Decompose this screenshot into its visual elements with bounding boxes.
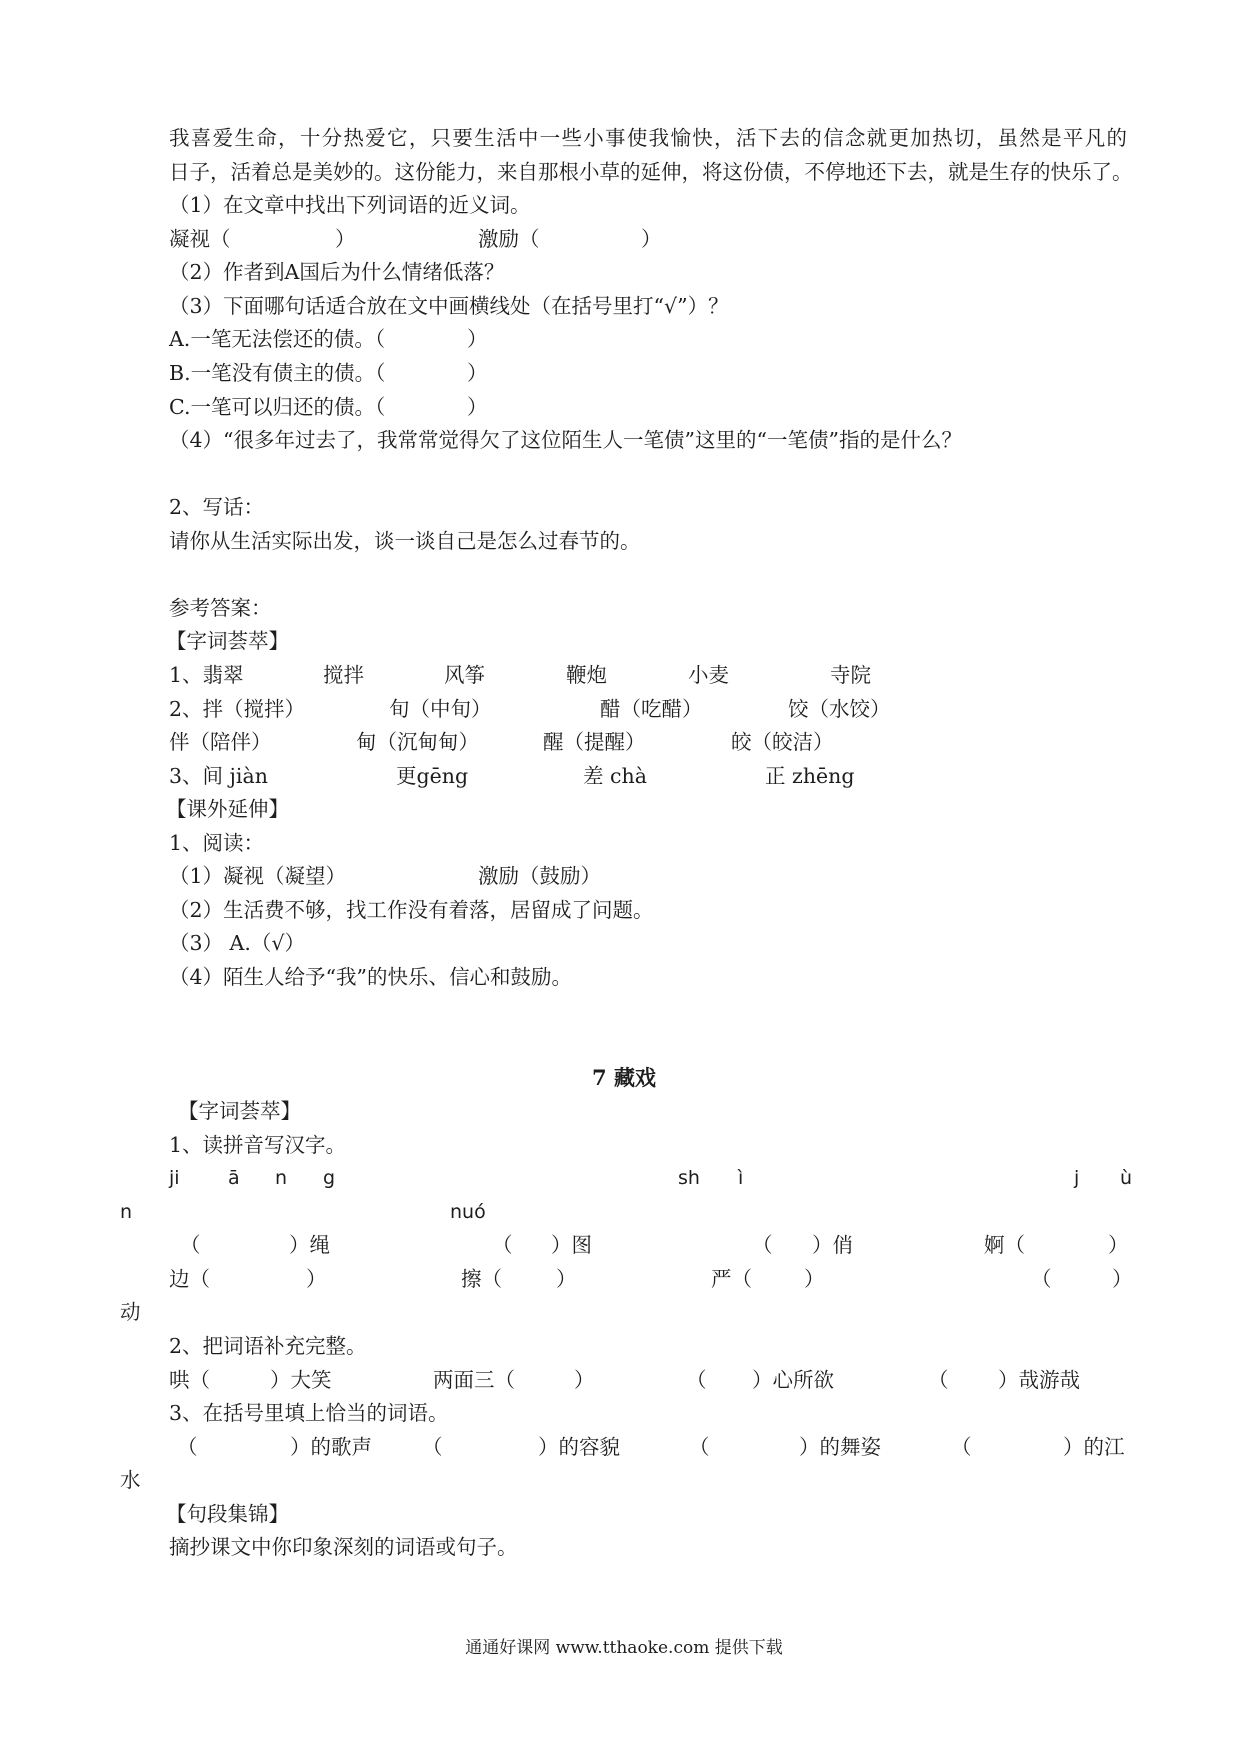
- close-paren: ）: [641, 227, 662, 251]
- answer-vocab-row: [0, 692, 1240, 726]
- answer-word: 皎（皎洁）: [731, 730, 834, 754]
- blank-segment: 擦（: [461, 1267, 502, 1291]
- idiom-segment: ）心所欲: [752, 1368, 834, 1392]
- section-heading: 【字词荟萃】: [178, 1099, 301, 1123]
- answer-word: 醋（吃醋）: [600, 697, 703, 721]
- fill-segment: ）的江: [1063, 1435, 1125, 1459]
- answer-text: （3） A.（√）: [169, 931, 305, 955]
- question-2: [0, 255, 1240, 289]
- fill-row: [0, 1463, 1240, 1497]
- reading-answer-1: [0, 859, 1240, 893]
- synonym-word: 凝视（: [169, 227, 231, 251]
- question-1: [0, 188, 1240, 222]
- blank-row: [0, 1262, 1240, 1296]
- answer-word: 旬（中旬）: [389, 697, 492, 721]
- lesson-title-line: [0, 1061, 1240, 1095]
- blank-segment: ）: [804, 1267, 825, 1291]
- reading-answer-2: [0, 893, 1240, 927]
- close-paren: ）: [467, 361, 488, 385]
- idiom-segment: ）: [574, 1368, 595, 1392]
- answers-title: [0, 591, 1240, 625]
- answers-extension-heading: [0, 792, 1240, 826]
- close-paren: ）: [467, 327, 488, 351]
- answer-word: 2、拌（搅拌）: [169, 697, 306, 721]
- answer-word: 风筝: [444, 663, 485, 687]
- idiom-segment: （: [928, 1368, 949, 1392]
- answers-reading-title: [0, 826, 1240, 860]
- task-text: 摘抄课文中你印象深刻的词语或句子。: [169, 1535, 518, 1559]
- answer-text: （1）凝视（凝望）: [169, 864, 347, 888]
- blank-segment: ）: [1112, 1267, 1133, 1291]
- blank-segment: ）: [1108, 1233, 1129, 1257]
- answer-word: 搅拌: [323, 663, 364, 687]
- question-4: [0, 423, 1240, 457]
- option-c: [0, 390, 1240, 424]
- writing-prompt: [0, 524, 1240, 558]
- fill-segment: ）的容貌: [538, 1435, 620, 1459]
- passage-line: [0, 121, 1240, 155]
- pinyin-syllable: n: [120, 1201, 133, 1223]
- idiom-segment: ）大笑: [270, 1368, 332, 1392]
- pinyin-syllable: ā: [228, 1167, 240, 1189]
- blank-segment: 婀（: [984, 1233, 1025, 1257]
- answer-word: 醒（提醒）: [543, 730, 646, 754]
- blank-segment: ）: [306, 1267, 327, 1291]
- lesson-task-3: [0, 1396, 1240, 1430]
- fill-segment: （: [951, 1435, 972, 1459]
- lesson-task-1: [0, 1128, 1240, 1162]
- section-heading: 【字词荟萃】: [166, 629, 289, 653]
- idiom-segment: 哄（: [169, 1368, 210, 1392]
- pinyin-syllable: n: [275, 1167, 288, 1189]
- pinyin-syllable: ì: [738, 1167, 744, 1189]
- idiom-segment: 两面三（: [433, 1368, 515, 1392]
- blank-row: [0, 1228, 1240, 1262]
- answer-word: 正 zhēng: [765, 764, 855, 788]
- blank-segment: ）俏: [812, 1233, 853, 1257]
- answer-word: 寺院: [830, 663, 871, 687]
- section-title: 1、阅读：: [169, 831, 265, 855]
- lesson-task-2: [0, 1329, 1240, 1363]
- section-title: 参考答案：: [169, 596, 272, 620]
- blank-segment: 动: [120, 1300, 141, 1324]
- blank-segment: ）图: [551, 1233, 592, 1257]
- fill-segment: ）的舞姿: [799, 1435, 881, 1459]
- blank-segment: 边（: [169, 1267, 210, 1291]
- question-text: （3）下面哪句话适合放在文中画横线处（在括号里打“√”）？: [169, 294, 729, 318]
- blank-segment: （: [492, 1233, 513, 1257]
- passage-text: 我喜爱生命，十分热爱它，只要生活中一些小事使我愉快，活下去的信念就更加热切，虽然是平凡的: [169, 126, 1127, 150]
- idiom-row: [0, 1363, 1240, 1397]
- pinyin-row: [0, 1195, 1240, 1229]
- idiom-segment: （: [686, 1368, 707, 1392]
- option-text: B.一笔没有债主的债。（: [169, 361, 386, 385]
- fill-segment: 水: [120, 1468, 141, 1492]
- option-text: A.一笔无法偿还的债。（: [169, 327, 386, 351]
- section-heading: 【句段集锦】: [166, 1502, 289, 1526]
- pinyin-syllable: sh: [678, 1167, 700, 1189]
- question-text: （2）作者到A国后为什么情绪低落？: [169, 260, 505, 284]
- option-text: C.一笔可以归还的债。（: [169, 395, 386, 419]
- lesson-title: 7 藏戏: [592, 1065, 656, 1090]
- answer-text: （4）陌生人给予“我”的快乐、信心和鼓励。: [169, 965, 573, 989]
- blank-segment: ）: [556, 1267, 577, 1291]
- close-paren: ）: [335, 227, 356, 251]
- section-heading: 【课外延伸】: [166, 797, 289, 821]
- blank-row: [0, 1295, 1240, 1329]
- answer-word: 饺（水饺）: [788, 697, 891, 721]
- pinyin-row: [0, 1161, 1240, 1195]
- answer-vocab-row: [0, 759, 1240, 793]
- passage-line: [0, 155, 1240, 189]
- reading-answer-3: [0, 926, 1240, 960]
- question-text: （4）“很多年过去了，我常常觉得欠了这位陌生人一笔债”这里的“一笔债”指的是什么？: [169, 428, 962, 452]
- task-text: 3、在括号里填上恰当的词语。: [169, 1401, 449, 1425]
- synonym-row: [0, 222, 1240, 256]
- section-title: 2、写话：: [169, 495, 265, 519]
- close-paren: ）: [467, 395, 488, 419]
- blank-segment: （: [752, 1233, 773, 1257]
- answer-word: 伴（陪伴）: [169, 730, 272, 754]
- answer-word: 1、翡翠: [169, 663, 244, 687]
- blank-segment: 严（: [711, 1267, 752, 1291]
- answer-word: 3、间 jiàn: [169, 764, 268, 788]
- fill-segment: （: [177, 1435, 198, 1459]
- answer-vocab-row: [0, 658, 1240, 692]
- task-text: 2、把词语补充完整。: [169, 1334, 367, 1358]
- question-text: （1）在文章中找出下列词语的近义词。: [169, 193, 531, 217]
- passage-text: 日子，活着总是美妙的。这份能力，来自那根小草的延伸，将这份债，不停地还下去，就是生存的快乐了。: [169, 160, 1133, 184]
- option-b: [0, 356, 1240, 390]
- fill-segment: ）的歌声: [290, 1435, 372, 1459]
- pinyin-syllable: g: [323, 1167, 336, 1189]
- lesson-excerpt-heading: [0, 1497, 1240, 1531]
- pinyin-syllable: nuó: [450, 1201, 486, 1223]
- pinyin-syllable: ù: [1120, 1167, 1133, 1189]
- fill-segment: （: [689, 1435, 710, 1459]
- answer-word: 小麦: [688, 663, 729, 687]
- blank-segment: ）绳: [289, 1233, 330, 1257]
- answers-vocab-heading: [0, 624, 1240, 658]
- option-a: [0, 322, 1240, 356]
- synonym-word: 激励（: [478, 227, 540, 251]
- lesson-task-4: [0, 1530, 1240, 1564]
- answer-text: （2）生活费不够，找工作没有着落，居留成了问题。: [169, 898, 654, 922]
- question-3: [0, 289, 1240, 323]
- answer-vocab-row: [0, 725, 1240, 759]
- blank-segment: （: [1031, 1267, 1052, 1291]
- page-footer: [0, 1631, 1240, 1665]
- answer-word: 差 chà: [583, 764, 647, 788]
- footer-text: 通通好课网 www.tthaoke.com 提供下载: [465, 1638, 783, 1658]
- writing-title: [0, 490, 1240, 524]
- prompt-text: 请你从生活实际出发，谈一谈自己是怎么过春节的。: [169, 529, 641, 553]
- reading-answer-4: [0, 960, 1240, 994]
- blank-segment: （: [180, 1233, 201, 1257]
- task-text: 1、读拼音写汉字。: [169, 1133, 347, 1157]
- answer-word: 鞭炮: [566, 663, 607, 687]
- idiom-segment: ）哉游哉: [998, 1368, 1080, 1392]
- fill-segment: （: [422, 1435, 443, 1459]
- answer-word: 甸（沉甸甸）: [356, 730, 479, 754]
- fill-row: [0, 1430, 1240, 1464]
- lesson-vocab-heading: [0, 1094, 1240, 1128]
- pinyin-syllable: ji: [169, 1167, 180, 1189]
- pinyin-syllable: j: [1074, 1167, 1080, 1189]
- answer-word: 更gēng: [396, 764, 469, 788]
- answer-text: 激励（鼓励）: [478, 864, 601, 888]
